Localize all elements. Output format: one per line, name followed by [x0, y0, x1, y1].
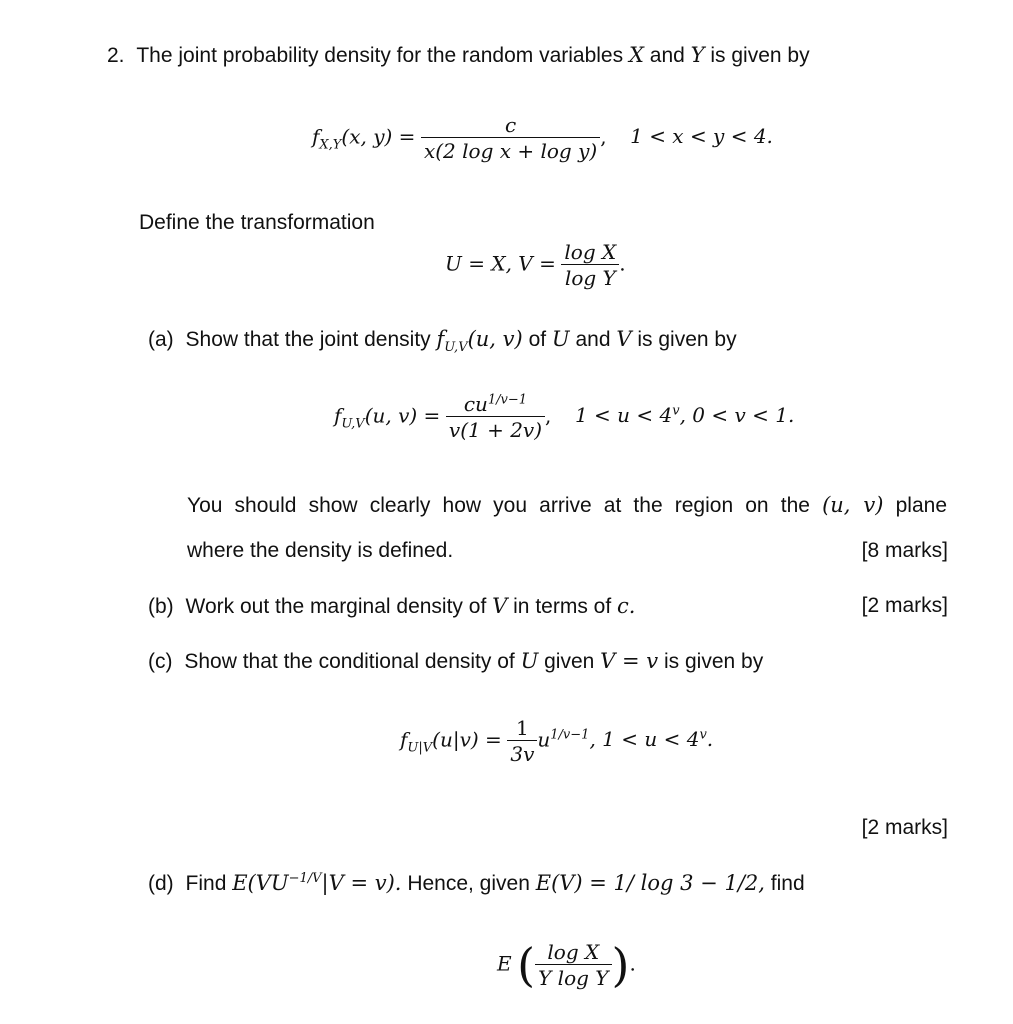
part-a-marks: [8 marks]	[861, 539, 948, 562]
question-line: 2. The joint probability density for the random variables X and Y is given by	[107, 43, 810, 67]
joint-density-equation: $f_{X,Y}(x$, y) = $\frac{c}{\text{x(2 log x + log y)}}$ , 1 < x < y < 4.	[312, 113, 773, 163]
part-b-marks: [2 marks]	[861, 594, 948, 617]
part-a-equation: $f_{U,V}(u$, v) = $\frac{cu^{1/v-1}}{v(1 + 2v)}$ , $1 < u < 4^v$, 0 < v < 1.	[334, 392, 795, 442]
transformation-equation: U = X, V = $\frac{\text{log X}}{\text{log Y}}$ .	[445, 240, 626, 290]
part-d-line: (d) Find $E(VU^{-1/V}|V = v)$. Hence, given E(V) = 1/ log 3 − 1/2, find	[148, 871, 805, 895]
var-x: X	[628, 43, 644, 67]
part-d-final-expression: E ( $\frac{\text{log X}}{\text{Y log Y}}$ ).	[497, 938, 636, 992]
var-y: Y	[690, 43, 705, 67]
part-a-note-1: You should show clearly how you arrive at the region on the (u, v) plane	[187, 493, 947, 517]
part-c-marks: [2 marks]	[861, 816, 948, 839]
transformation-text: Define the transformation	[139, 211, 375, 234]
part-b-label: (b)	[148, 595, 174, 618]
part-d-label: (d)	[148, 872, 174, 895]
part-c-label: (c)	[148, 650, 173, 673]
part-a-note-2: where the density is defined.	[187, 539, 454, 562]
part-a-label: (a)	[148, 328, 174, 351]
question-intro: The joint probability density for the random variables	[136, 44, 624, 67]
part-c-line: (c) Show that the conditional density of U given V = v is given by	[148, 649, 764, 673]
part-b-line: (b) Work out the marginal density of V in terms of c.	[148, 594, 636, 618]
question-number: 2.	[107, 44, 125, 67]
part-c-equation: $f_{U|V}(u|v)$ = $\frac{1}{3v}$ $u^{1/v-1}$, $1 < u < 4^v$.	[400, 716, 714, 766]
part-a-line: (a) Show that the joint density $f_{U,V}(u$, v) of U and V is given by	[148, 327, 737, 356]
joint-density-fraction: $\frac{c}{\text{x(2 log x + log y)}}$	[421, 113, 600, 163]
